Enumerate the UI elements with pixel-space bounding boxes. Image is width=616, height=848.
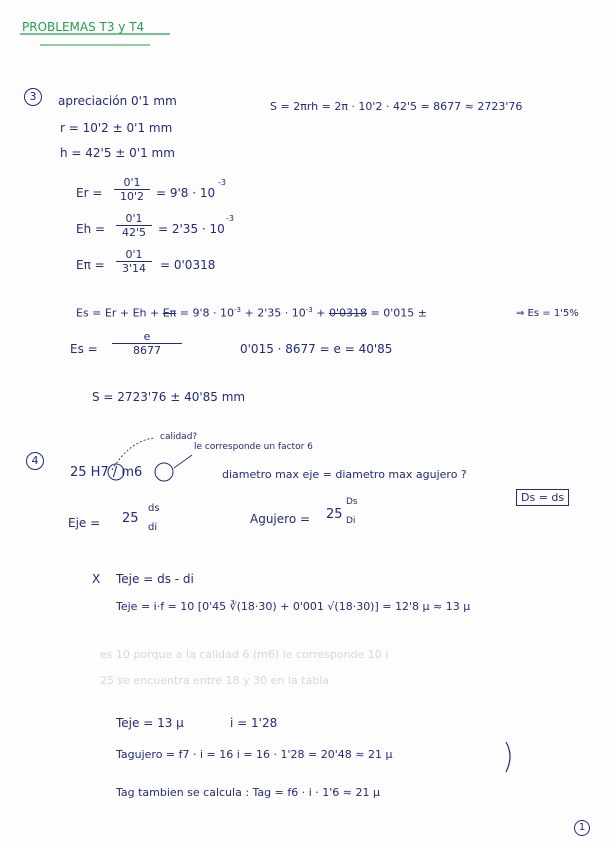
eh-numerator: 0'1 [116,212,152,226]
page-title: PROBLEMAS T3 y T4 [22,20,145,34]
eje-sub: di [148,522,158,533]
es-denominator: 8677 [133,344,161,357]
er-denominator: 10'2 [119,190,145,203]
factor-note: le corresponde un factor 6 [194,442,313,452]
eje-label: Eje = [68,516,101,530]
faint-note-2: 25 se encuentra entre 18 y 30 en la tabla [100,674,330,687]
surface-result: S = 2723'76 ± 40'85 mm [92,390,246,404]
es-sum-mid: = 9'8 · 10 [179,306,235,320]
problem-4-number: 4 [26,452,44,470]
ds-equals-box: Ds = ds [516,489,569,506]
epi-numerator: 0'1 [116,248,152,262]
es-sum-lhs: Es = Er + Eh + [76,306,160,320]
calidad-note: calidad? [160,432,198,442]
er-result: = 9'8 · 10 [156,186,216,200]
teje-formula: Teje = i·f = 10 [0'45 ∛(18·30) + 0'001 √(18·30)] = 12'8 μ ≈ 13 μ [116,600,471,613]
er-label: Er = [76,186,103,200]
es-percent: ⇒ Es = 1'5% [516,308,579,319]
problem-3-number: 3 [24,88,42,106]
agujero-label: Agujero = [250,512,311,526]
tagujero-line: Tagujero = f7 · i = 16 i = 16 · 1'28 = 20'48 ≈ 21 μ [116,748,393,761]
epi-label: Eπ = [76,258,105,272]
es-sum-pi: Eπ [162,306,177,320]
es-sum-exp1: -3 [234,306,242,314]
diameter-line: diametro max eje = diametro max agujero ? [222,468,467,481]
eje-sup: ds [148,503,160,514]
eh-result: = 2'35 · 10 [158,222,225,236]
r-value: r = 10'2 ± 0'1 mm [60,121,173,135]
er-exponent: -3 [218,178,226,187]
epi-denominator: 3'14 [121,262,147,275]
eh-exponent: -3 [226,214,234,223]
agujero-base: 25 [326,507,343,522]
fit-designation: 25 H7 / m6 [70,465,143,480]
es-sum-plus: + [316,306,326,320]
surface-formula: S = 2πrh = 2π · 10'2 · 42'5 = 8677 ≈ 2723'76 [270,100,523,113]
h-value: h = 42'5 ± 0'1 mm [60,146,175,160]
er-numerator: 0'1 [114,176,150,190]
es-sum-exp2: -3 [305,306,313,314]
es-frac-label: Es = [70,342,98,356]
es-numerator: e [112,330,182,344]
es-frac-rhs: 0'015 · 8677 = e = 40'85 [240,342,393,356]
eh-denominator: 42'5 [121,226,147,239]
es-sum-mid2: + 2'35 · 10 [244,306,306,320]
page-number: 1 [574,820,590,836]
apreciacion-text: apreciación 0'1 mm [58,94,177,108]
eh-label: Eh = [76,222,106,236]
teje-crossed-marker: X [92,572,101,586]
agujero-sub: Di [346,516,356,526]
teje-value: Teje = 13 μ [116,716,184,730]
es-sum-strike: 0'0318 [328,306,367,320]
teje-definition: Teje = ds - di [116,572,194,586]
tag-alt-line: Tag tambien se calcula : Tag = f6 · i · 1'6 ≈ 21 μ [116,786,380,799]
es-sum-end: = 0'015 ± [370,306,427,320]
faint-note-1: es 10 porque a la calidad 6 (m6) le corresponde 10 i [100,648,389,661]
i-value: i = 1'28 [230,716,278,730]
epi-result: = 0'0318 [160,258,216,272]
eje-base: 25 [122,511,139,526]
agujero-sup: Ds [346,497,358,507]
